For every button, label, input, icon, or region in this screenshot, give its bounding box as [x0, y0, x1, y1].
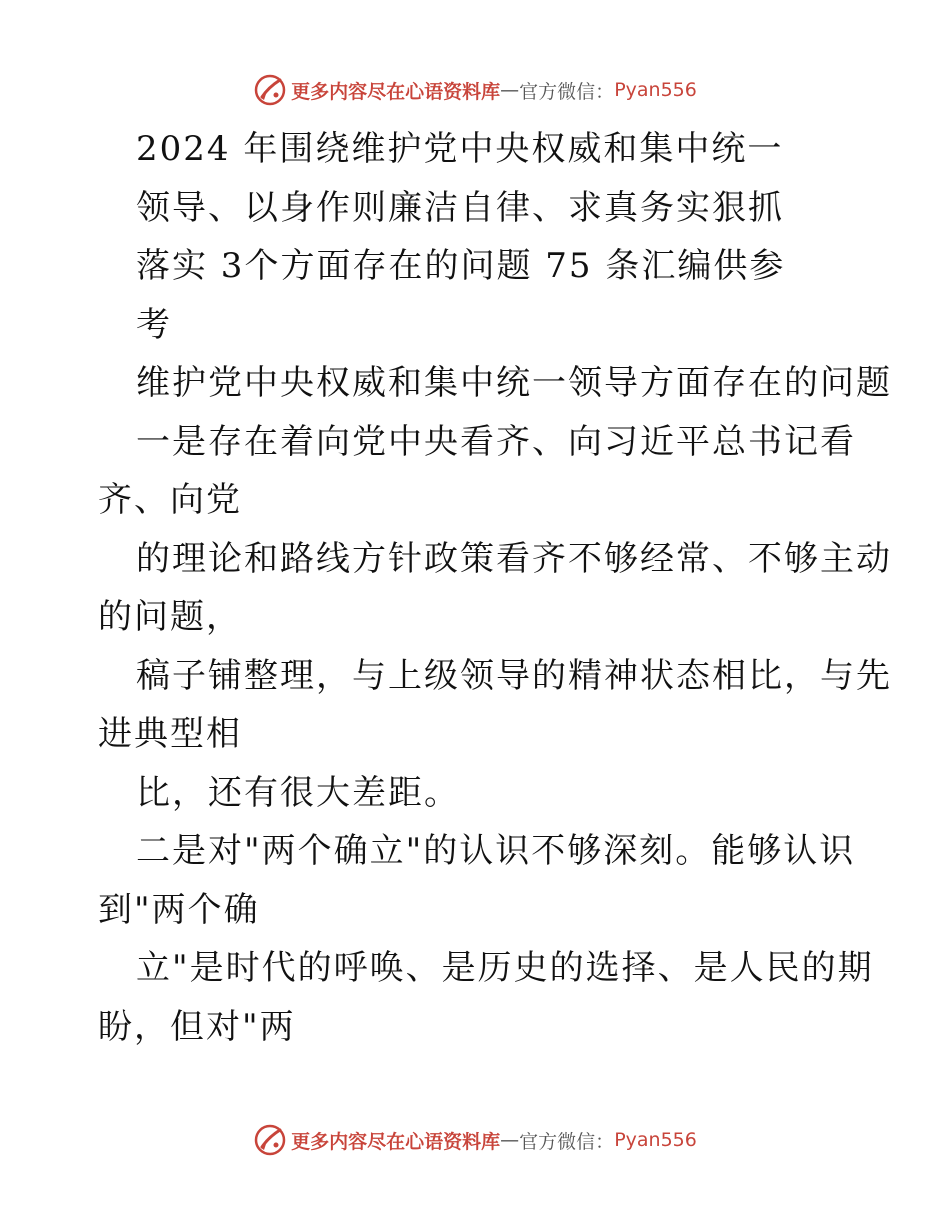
- footer-site-text: 更多内容尽在心语资料库: [291, 1130, 501, 1153]
- text-line: 进典型相: [98, 714, 242, 754]
- header-wechat-label: 官方微信：: [519, 80, 615, 103]
- text-line: 领导、以身作则廉洁自律、求真务实狠抓: [136, 187, 784, 228]
- text-line: 到"两个确: [98, 889, 260, 930]
- footer-banner: [0, 1120, 950, 1160]
- text-line: 2024 年围绕维护党中央权威和集中统一: [136, 129, 784, 169]
- text-line: 考: [136, 304, 172, 345]
- text-line: 维护党中央权威和集中统一领导方面存在的问题: [136, 363, 892, 403]
- text-line: 一是存在着向党中央看齐、向习近平总书记看: [136, 421, 856, 462]
- text-line: 比，还有很大差距。: [136, 772, 460, 813]
- brush-logo-icon: [253, 73, 287, 107]
- header-dash: —: [500, 79, 520, 101]
- footer-wechat-id: Pyan556: [614, 1129, 697, 1151]
- text-line: 盼，但对"两: [98, 1006, 296, 1047]
- text-line: 稿子铺整理，与上级领导的精神状态相比，与先: [136, 655, 892, 696]
- header-wechat-id: Pyan556: [614, 79, 697, 101]
- text-line: 的理论和路线方针政策看齐不够经常、不够主动: [136, 538, 892, 579]
- document-body: [98, 120, 892, 1056]
- text-line: 齐、向党: [98, 480, 242, 520]
- text-line: 的问题，: [98, 597, 242, 637]
- text-line: 立"是时代的呼唤、是历史的选择、是人民的期: [136, 948, 874, 988]
- text-line: 落实 3个方面存在的问题 75 条汇编供参: [136, 246, 786, 286]
- footer-wechat-label: 官方微信：: [519, 1130, 615, 1153]
- header-site-text: 更多内容尽在心语资料库: [291, 80, 501, 103]
- text-line: 二是对"两个确立"的认识不够深刻。能够认识: [136, 831, 856, 871]
- footer-dash: —: [500, 1129, 520, 1151]
- header-banner: [0, 70, 950, 110]
- brush-logo-icon: [253, 1123, 287, 1157]
